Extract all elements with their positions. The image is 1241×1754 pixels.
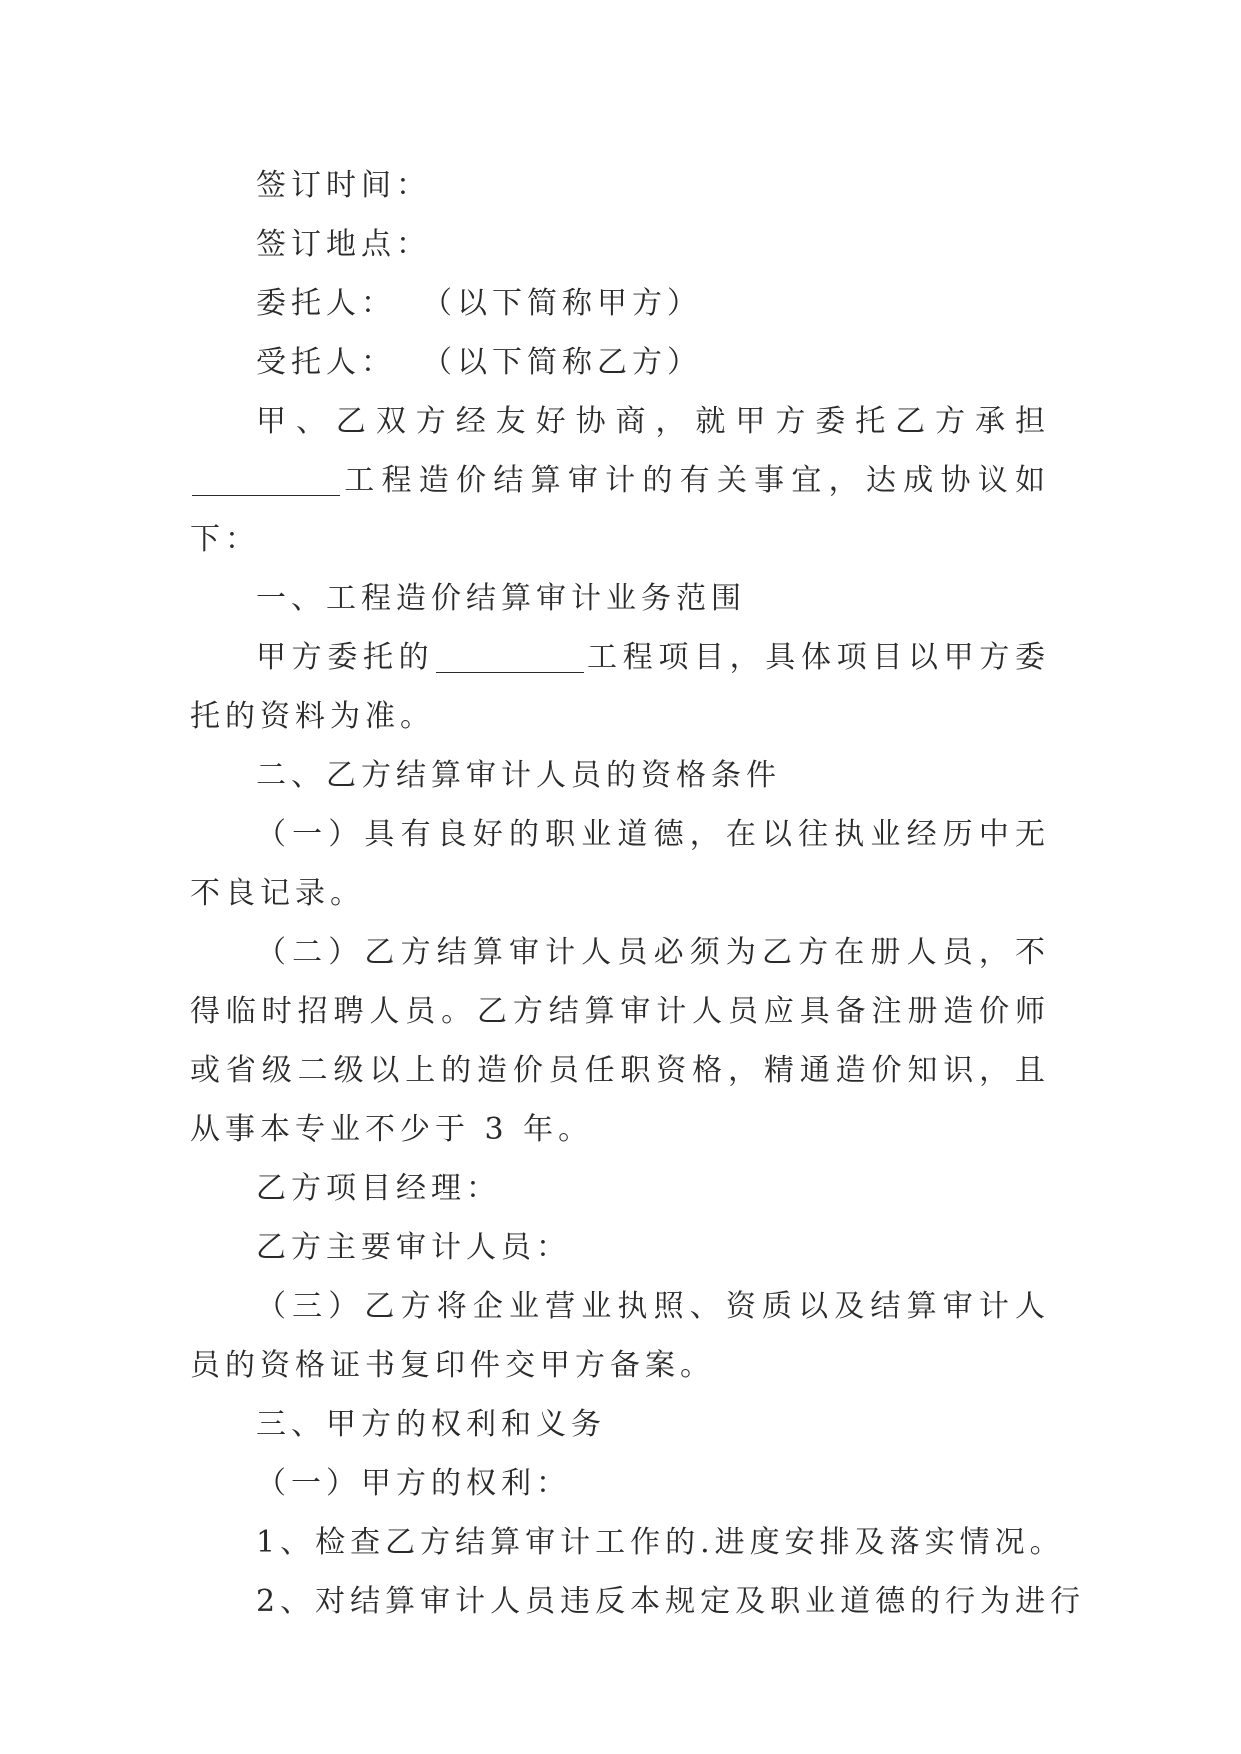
intro-text-1: 甲、乙双方经友好协商，就甲方委托乙方承担 — [256, 404, 1050, 439]
sign-place-line — [190, 215, 1050, 274]
sign-place-label: 签订地点： — [256, 227, 431, 262]
section-1-paragraph — [190, 628, 1050, 746]
section-2-item-1: （一）具有良好的职业道德，在以往执业经历中无不良记录。 — [190, 817, 1050, 911]
section-3-right-1: 1、检查乙方结算审计工作的.进度安排及落实情况。 — [256, 1525, 1065, 1560]
client-note: （以下简称甲方） — [422, 286, 702, 321]
intro-paragraph — [190, 392, 1050, 569]
sign-time-line — [190, 156, 1050, 215]
sign-time-label: 签订时间： — [256, 168, 431, 203]
auditors-line: 乙方主要审计人员： — [256, 1230, 571, 1265]
trustee-note: （以下简称乙方） — [422, 345, 702, 380]
trustee-line — [190, 333, 1050, 392]
manager-line: 乙方项目经理： — [256, 1171, 501, 1206]
section-1-text-1: 甲方委托的 — [256, 640, 435, 675]
section-3-title: 三、甲方的权利和义务 — [256, 1407, 606, 1442]
section-1-text-2: 工程项目，具体项目以甲方委托的资料为准。 — [190, 640, 1051, 734]
client-label: 委托人： — [256, 286, 396, 321]
section-3-subtitle-1: （一）甲方的权利： — [256, 1466, 571, 1501]
trustee-label: 受托人： — [256, 345, 396, 380]
project-blank — [436, 642, 584, 673]
section-1-title: 一、工程造价结算审计业务范围 — [256, 581, 746, 616]
client-line — [190, 274, 1050, 333]
section-3-right-2: 2、对结算审计人员违反本规定及职业道德的行为进行 — [256, 1584, 1086, 1619]
project-name-blank — [192, 465, 340, 496]
intro-text-2: 工程造价结算审计的有关事宜，达成协议如下： — [190, 463, 1050, 557]
section-2-title: 二、乙方结算审计人员的资格条件 — [256, 758, 781, 793]
section-2-item-3: （三）乙方将企业营业执照、资质以及结算审计人员的资格证书复印件交甲方备案。 — [190, 1289, 1050, 1383]
contract-body — [190, 156, 1086, 1631]
section-2-item-2: （二）乙方结算审计人员必须为乙方在册人员，不得临时招聘人员。乙方结算审计人员应具备注册造价师或省级二级以上的造价员任职资格，精通造价知识，且从事本专业不少于 3 年。 — [190, 935, 1050, 1147]
